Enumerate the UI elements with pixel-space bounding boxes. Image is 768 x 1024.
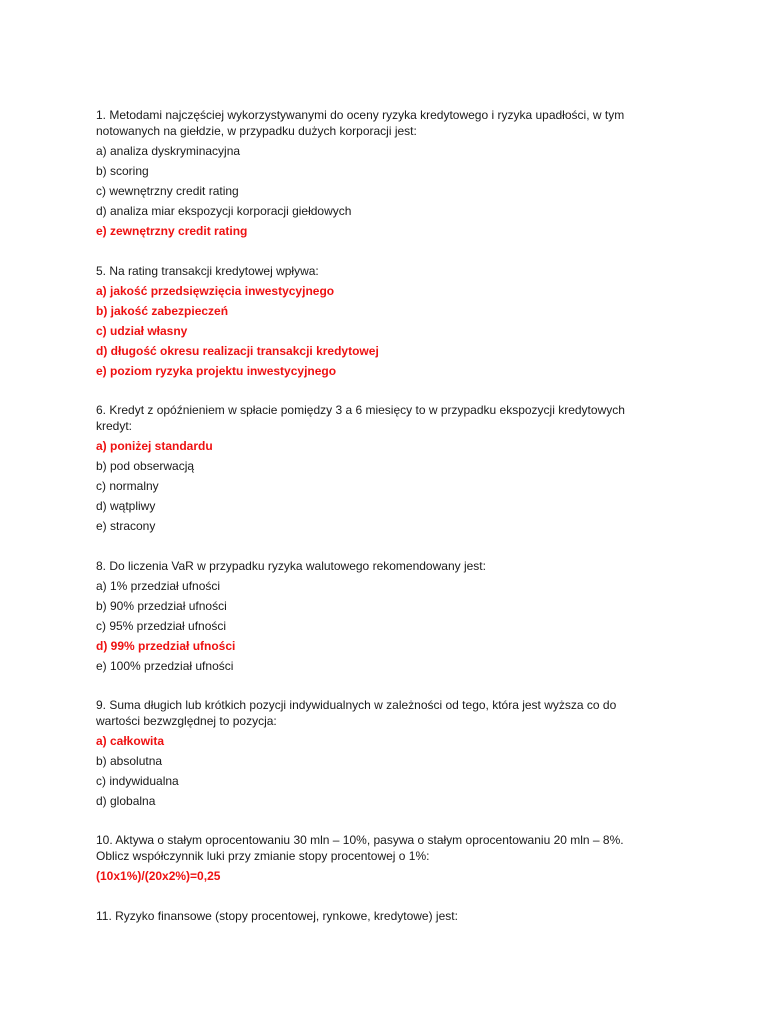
correct-answer-option: a) poniżej standardu	[96, 439, 213, 453]
question-1	[96, 107, 656, 243]
correct-answer-option: d) 99% przedział ufności	[96, 639, 236, 653]
stem-line: 10. Aktywa o stałym oprocentowaniu 30 mln – 10%, pasywa o stałym oprocentowaniu 20 mln – 8%.	[96, 833, 624, 847]
question-6	[96, 402, 656, 538]
stem-line: Oblicz współczynnik luki przy zmianie stopy procentowej o 1%:	[96, 849, 430, 863]
answer-option: c) normalny	[96, 479, 159, 493]
answer-option: b) 90% przedział ufności	[96, 599, 227, 613]
answer-option: a) 1% przedział ufności	[96, 579, 221, 593]
answer-option: c) 95% przedział ufności	[96, 619, 227, 633]
answer-option: d) globalna	[96, 794, 156, 808]
question-8	[96, 558, 656, 678]
answer-option: e) stracony	[96, 519, 156, 533]
correct-answer-option: b) jakość zabezpieczeń	[96, 304, 229, 318]
question-stem	[96, 697, 656, 729]
stem-line: 1. Metodami najczęściej wykorzystywanymi do oceny ryzyka kredytowego i ryzyka upadłości, w tym	[96, 108, 625, 122]
answer-option: b) pod obserwacją	[96, 459, 195, 473]
question-stem	[96, 263, 656, 279]
stem-line: notowanych na giełdzie, w przypadku dużych korporacji jest:	[96, 124, 417, 138]
correct-answer-option: d) długość okresu realizacji transakcji kredytowej	[96, 344, 379, 358]
stem-line: 6. Kredyt z opóźnieniem w spłacie pomiędzy 3 a 6 miesięcy to w przypadku ekspozycji kredytowych	[96, 403, 625, 417]
correct-answer-option: c) udział własny	[96, 324, 188, 338]
question-10	[96, 832, 656, 888]
question-stem	[96, 107, 656, 139]
question-stem	[96, 832, 656, 864]
answer-option: c) wewnętrzny credit rating	[96, 184, 239, 198]
answer-option: a) analiza dyskryminacyjna	[96, 144, 241, 158]
stem-line: 8. Do liczenia VaR w przypadku ryzyka walutowego rekomendowany jest:	[96, 559, 486, 573]
answer-option: c) indywidualna	[96, 774, 179, 788]
stem-line: 9. Suma długich lub krótkich pozycji indywidualnych w zależności od tego, która jest wyższa co do	[96, 698, 617, 712]
stem-line: kredyt:	[96, 419, 133, 433]
answer-option: d) wątpliwy	[96, 499, 156, 513]
answer-option: e) 100% przedział ufności	[96, 659, 234, 673]
question-stem	[96, 908, 656, 924]
answer-option: b) absolutna	[96, 754, 163, 768]
correct-answer-option: e) poziom ryzyka projektu inwestycyjnego	[96, 364, 337, 378]
answer-option: b) scoring	[96, 164, 149, 178]
correct-answer-option: e) zewnętrzny credit rating	[96, 224, 248, 238]
question-9	[96, 697, 656, 813]
answer-option: d) analiza miar ekspozycji korporacji giełdowych	[96, 204, 352, 218]
question-11	[96, 908, 656, 928]
stem-line: 11. Ryzyko finansowe (stopy procentowej, rynkowe, kredytowe) jest:	[96, 909, 458, 923]
question-stem	[96, 402, 656, 434]
stem-line: wartości bezwzględnej to pozycja:	[96, 714, 277, 728]
correct-answer-formula: (10x1%)/(20x2%)=0,25	[96, 869, 221, 883]
correct-answer-option: a) całkowita	[96, 734, 165, 748]
question-stem	[96, 558, 656, 574]
question-5	[96, 263, 656, 383]
stem-line: 5. Na rating transakcji kredytowej wpływa:	[96, 264, 319, 278]
correct-answer-option: a) jakość przedsięwzięcia inwestycyjnego	[96, 284, 335, 298]
